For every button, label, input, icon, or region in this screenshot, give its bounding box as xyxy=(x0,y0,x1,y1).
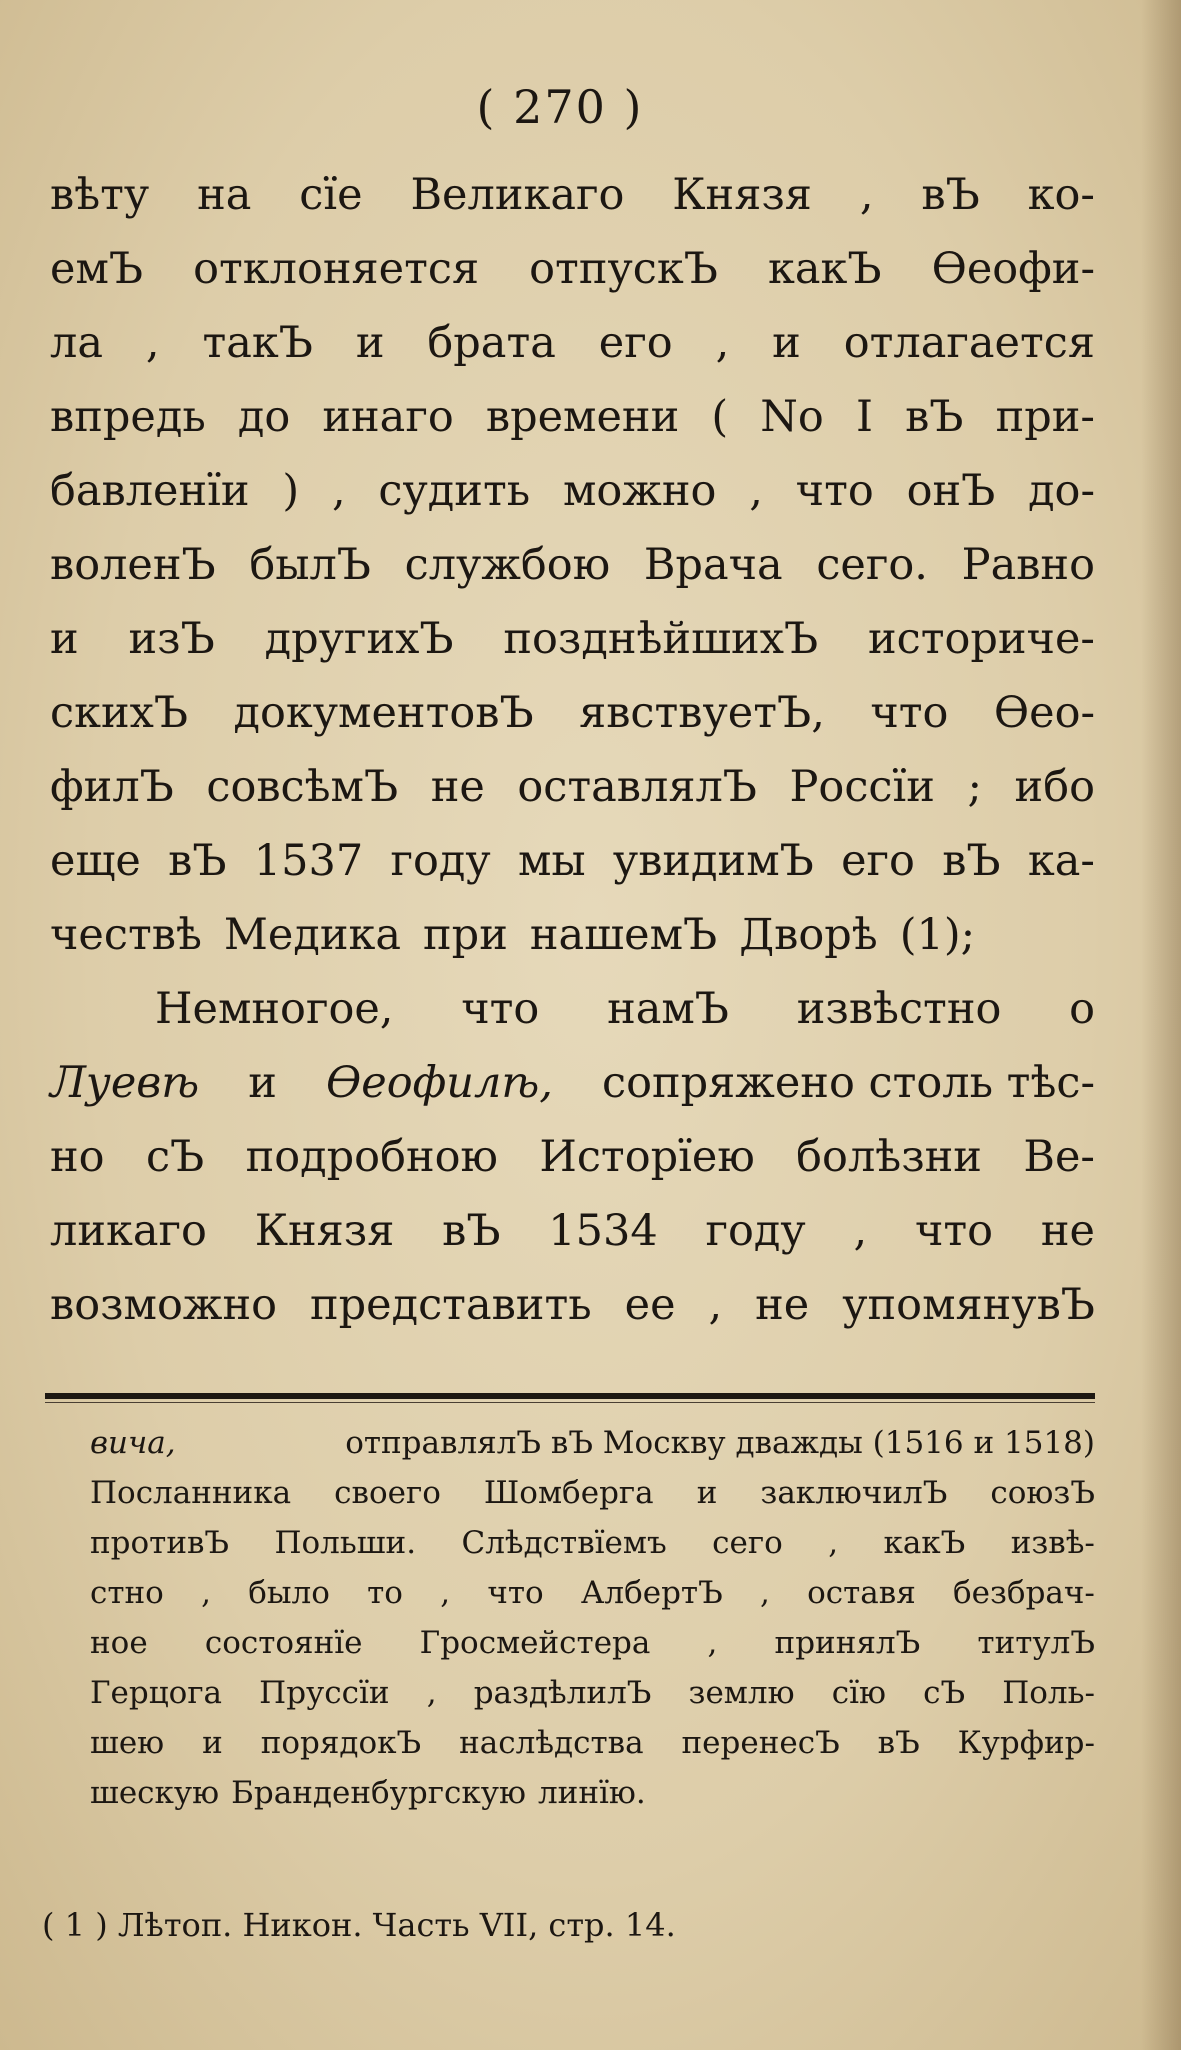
word: Ве- xyxy=(1023,1132,1095,1182)
word: ибо xyxy=(1014,762,1095,812)
word: и xyxy=(696,1475,718,1511)
word: Ѳео- xyxy=(993,688,1095,738)
word: чествѣ xyxy=(50,910,202,960)
word: своего xyxy=(334,1475,441,1511)
word: союзЪ xyxy=(990,1475,1095,1511)
word: Слѣдствїемъ xyxy=(461,1525,667,1561)
word: извѣстно xyxy=(796,984,1002,1034)
word: Россїи xyxy=(789,762,935,812)
word: до- xyxy=(1028,466,1095,516)
footnote-line xyxy=(90,1768,1095,1818)
word: титулЪ xyxy=(977,1625,1095,1661)
word: что xyxy=(914,1206,994,1256)
word: сего. xyxy=(816,540,928,590)
word: Равно xyxy=(961,540,1095,590)
word: сЪ xyxy=(923,1675,966,1711)
word: представить xyxy=(309,1280,592,1330)
word: что xyxy=(795,466,874,516)
word: Шомберга xyxy=(483,1475,654,1511)
word: увидимЪ xyxy=(612,836,814,886)
word: его xyxy=(841,836,915,886)
word: при- xyxy=(995,392,1095,442)
word: безбрач- xyxy=(953,1575,1095,1611)
word: году xyxy=(390,836,491,886)
word: бавленїи xyxy=(50,466,250,516)
text-line xyxy=(50,1120,1095,1194)
line-rest: отправлялЪ вЪ Москву дважды (1516 и 1518) xyxy=(345,1425,1095,1461)
word: , xyxy=(331,466,346,516)
word: вЪ xyxy=(942,836,1001,886)
text-line xyxy=(50,824,1095,898)
text-line xyxy=(50,602,1095,676)
word: изЪ xyxy=(128,614,215,664)
word: Ѳеофи- xyxy=(931,244,1095,294)
word: землю xyxy=(688,1675,795,1711)
word: ; xyxy=(967,762,982,812)
text-line xyxy=(50,306,1095,380)
footnote-text xyxy=(90,1418,1095,1818)
word: отлагается xyxy=(843,318,1095,368)
word: и xyxy=(355,318,385,368)
word: ное xyxy=(90,1625,148,1661)
word: ко- xyxy=(1027,170,1095,220)
word: историче- xyxy=(867,614,1095,664)
word: былЪ xyxy=(249,540,371,590)
word: состоянїе xyxy=(204,1625,363,1661)
word: Герцога xyxy=(90,1675,223,1711)
word: сїю xyxy=(831,1675,886,1711)
word: Курфир- xyxy=(957,1725,1095,1761)
word: его xyxy=(598,318,673,368)
word: , xyxy=(859,170,874,220)
word: Бранденбургскую xyxy=(231,1775,526,1811)
word: онЪ xyxy=(906,466,996,516)
word: вѣту xyxy=(50,170,150,220)
word: вЪ xyxy=(877,1725,920,1761)
word: какЪ xyxy=(883,1525,966,1561)
word: вЪ xyxy=(442,1206,501,1256)
word: вЪ xyxy=(921,170,980,220)
word: Медика xyxy=(223,910,402,960)
word: и xyxy=(772,318,801,368)
text-line xyxy=(50,528,1095,602)
word: позднѣйшихЪ xyxy=(503,614,819,664)
italic-word: вича, xyxy=(90,1425,176,1461)
italic-name: Ѳеофилѣ, xyxy=(326,1058,553,1108)
word: принялЪ xyxy=(774,1625,921,1661)
word: противЪ xyxy=(90,1525,230,1561)
word: Пруссїи xyxy=(259,1675,390,1711)
footnote-line xyxy=(90,1468,1095,1518)
word: отпускЪ xyxy=(529,244,718,294)
main-text xyxy=(50,158,1095,1342)
word: до xyxy=(237,392,291,442)
conjunction: и xyxy=(248,1058,277,1108)
word: сЪ xyxy=(145,1132,205,1182)
paragraph-start-line xyxy=(50,972,1095,1046)
word: , xyxy=(715,318,730,368)
footnote-line xyxy=(90,1718,1095,1768)
word: Поль- xyxy=(1002,1675,1095,1711)
word: не xyxy=(1040,1206,1095,1256)
word: , xyxy=(853,1206,868,1256)
text-line xyxy=(50,380,1095,454)
italic-name: Луевѣ xyxy=(50,1058,200,1108)
word: филЪ xyxy=(50,762,174,812)
line-rest: сопряжено столь тѣс- xyxy=(602,1058,1095,1108)
word: (1); xyxy=(899,910,976,960)
word: что xyxy=(487,1575,544,1611)
word: не xyxy=(430,762,485,812)
word: судить xyxy=(378,466,531,516)
word: совсѣмЪ xyxy=(206,762,399,812)
word: времени xyxy=(485,392,680,442)
word: другихЪ xyxy=(264,614,454,664)
word: упомянувЪ xyxy=(842,1280,1095,1330)
text-line xyxy=(50,232,1095,306)
word: , xyxy=(440,1575,451,1611)
word: заключилЪ xyxy=(760,1475,948,1511)
word: впредь xyxy=(50,392,206,442)
footnote-reference: ( 1 ) Лѣтоп. Никон. Часть VII, стр. 14. xyxy=(42,1906,676,1944)
word: емЪ xyxy=(50,244,144,294)
footnote-line xyxy=(90,1518,1095,1568)
word: еще xyxy=(50,836,141,886)
word: службою xyxy=(404,540,611,590)
word: Дворѣ xyxy=(739,910,878,960)
text-line xyxy=(50,898,1095,972)
word: на xyxy=(197,170,252,220)
word: шескую xyxy=(90,1775,220,1811)
word: нашемЪ xyxy=(529,910,718,960)
word: 1534 xyxy=(548,1206,658,1256)
footnote-line xyxy=(90,1568,1095,1618)
word: перенесЪ xyxy=(681,1725,840,1761)
word: АлбертЪ xyxy=(580,1575,723,1611)
word: , xyxy=(426,1675,437,1711)
word: Великаго xyxy=(410,170,625,220)
word: оставя xyxy=(807,1575,916,1611)
word: , xyxy=(707,1625,718,1661)
word: возможно xyxy=(50,1280,277,1330)
word: оставлялЪ xyxy=(517,762,757,812)
word: году xyxy=(705,1206,806,1256)
word: не xyxy=(755,1280,810,1330)
word: при xyxy=(423,910,508,960)
word: и xyxy=(202,1725,223,1761)
word: наслѣдства xyxy=(459,1725,644,1761)
word: ликаго xyxy=(50,1206,207,1256)
text-line xyxy=(50,1194,1095,1268)
word: то xyxy=(367,1575,403,1611)
text-line xyxy=(50,158,1095,232)
word: и xyxy=(50,614,79,664)
word: Гросмейстера xyxy=(419,1625,651,1661)
word: но xyxy=(50,1132,105,1182)
word: было xyxy=(248,1575,330,1611)
word: шею xyxy=(90,1725,165,1761)
word: ( xyxy=(711,392,729,442)
word: Врача xyxy=(643,540,783,590)
word: инаго xyxy=(322,392,454,442)
word: ка- xyxy=(1027,836,1095,886)
word: , xyxy=(749,466,763,516)
word: Немногое, xyxy=(155,984,394,1034)
word: ) xyxy=(282,466,300,516)
word: отклоняется xyxy=(193,244,480,294)
word: мы xyxy=(517,836,586,886)
word: явствуетЪ, xyxy=(579,688,825,738)
text-line xyxy=(50,750,1095,824)
word: , xyxy=(708,1280,723,1330)
word: извѣ- xyxy=(1010,1525,1095,1561)
word: Посланника xyxy=(90,1475,292,1511)
word: что xyxy=(870,688,949,738)
word: Князя xyxy=(672,170,812,220)
page-edge-shadow xyxy=(1141,0,1181,2050)
word: порядокЪ xyxy=(260,1725,422,1761)
word: линїю. xyxy=(537,1775,646,1811)
word: можно xyxy=(562,466,717,516)
word: , xyxy=(145,318,160,368)
word: подробною xyxy=(245,1132,498,1182)
word: раздѣлилЪ xyxy=(473,1675,652,1711)
word: 1537 xyxy=(253,836,364,886)
word: стно xyxy=(90,1575,164,1611)
page-number: ( 270 ) xyxy=(476,80,644,134)
word: Польши. xyxy=(274,1525,417,1561)
text-line xyxy=(50,676,1095,750)
word: ла xyxy=(50,318,103,368)
word: сїе xyxy=(299,170,363,220)
word: No xyxy=(760,392,824,442)
footnote-divider-thin xyxy=(45,1402,1095,1403)
word: такЪ xyxy=(202,318,313,368)
word: брата xyxy=(427,318,556,368)
text-line xyxy=(50,454,1095,528)
footnote-divider xyxy=(45,1393,1095,1399)
word: болѣзни xyxy=(796,1132,982,1182)
text-line-with-italic-names xyxy=(50,1046,1095,1120)
word: Исторїею xyxy=(539,1132,755,1182)
word: , xyxy=(201,1575,211,1611)
footnote-line-with-italic xyxy=(90,1418,1095,1468)
text-line xyxy=(50,1268,1095,1342)
word: сего xyxy=(712,1525,783,1561)
footnote-line xyxy=(90,1618,1095,1668)
word: , xyxy=(759,1575,770,1611)
word: скихЪ xyxy=(50,688,189,738)
word: вЪ xyxy=(168,836,227,886)
word: намЪ xyxy=(607,984,729,1034)
word: вЪ xyxy=(905,392,964,442)
word: документовЪ xyxy=(233,688,534,738)
word: ее xyxy=(624,1280,676,1330)
word: что xyxy=(461,984,540,1034)
word: , xyxy=(828,1525,839,1561)
word: какЪ xyxy=(767,244,882,294)
word: воленЪ xyxy=(50,540,216,590)
footnote-line xyxy=(90,1668,1095,1718)
word: I xyxy=(855,392,873,442)
word: о xyxy=(1069,984,1095,1034)
word: Князя xyxy=(254,1206,395,1256)
